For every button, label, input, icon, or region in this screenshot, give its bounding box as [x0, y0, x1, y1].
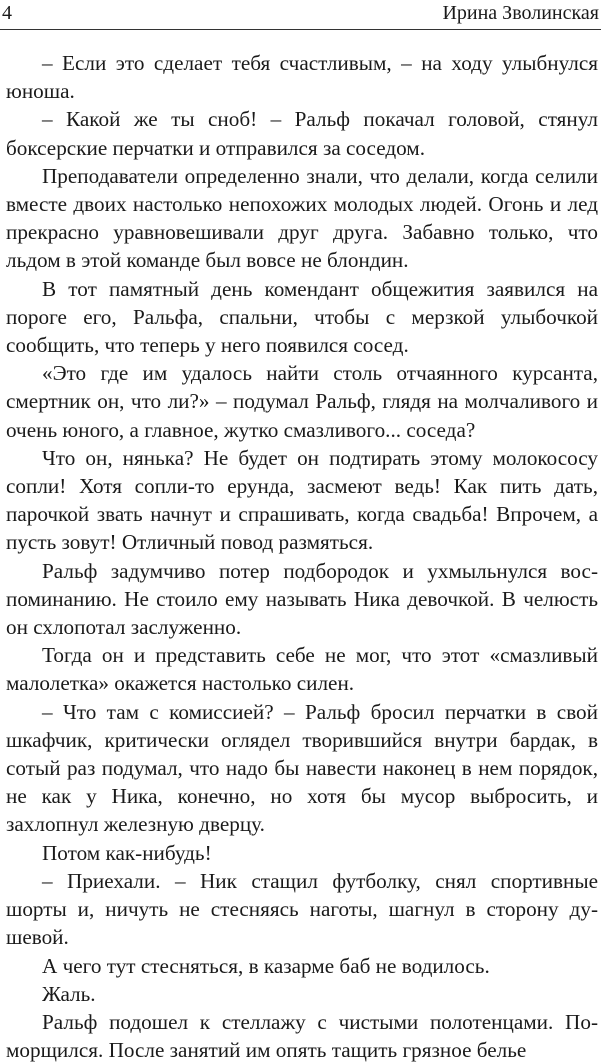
paragraph: – Приехали. – Ник стащил футболку, снял спортивные шорты и, ничуть не стесняясь наготы, шагнул в сторону душевой. [6, 868, 598, 950]
paragraph: Ральф задумчиво потер подбородок и ухмыльнулся воспоминанию. Не стоило ему называть Ника девочкой. В челюсть он схлопотал заслуженно. [6, 558, 598, 640]
paragraph: Тогда он и представить себе не мог, что этот «смазливый малолетка» окажется настолько силен. [6, 643, 598, 696]
paragraph: Что он, нянька? Не будет он подтирать этому молокососу сопли! Хотя сопли-то ерунда, засмеют ведь! Как пить дать, парочкой звать начнут и спрашивать, когда свадьба! Впрочем, а пусть зовут! Отличный повод размяться. [6, 445, 598, 555]
paragraph: Жаль. [42, 981, 96, 1006]
paragraph: Преподаватели определенно знали, что делали, когда селили вместе двоих настолько непохожих молодых людей. Огонь и лед прекрасно уравновешивали друг друга. Забавно только, что льдом в этой команде был вовсе не блондин. [6, 163, 598, 273]
paragraph: – Какой же ты сноб! – Ральф покачал головой, стянул боксерские перчатки и отправился за соседом. [6, 107, 598, 160]
paragraph: «Это где им удалось найти столь отчаянного курсанта, смертник он, что ли?» – подумал Ральф, глядя на молчаливого и очень юного, а главное, жутко смазливого... соседа? [6, 361, 598, 442]
paragraph: А чего тут стесняться, в казарме баб не водилось. [42, 953, 490, 978]
paragraph: В тот памятный день комендант общежития заявился на пороге его, Ральфа, спальни, чтобы с мерзкой улыбочкой сообщить, что теперь у него появился сосед. [6, 276, 598, 358]
paragraph: Потом как-нибудь! [42, 840, 212, 865]
page-header [0, 0, 601, 30]
paragraph: – Что там с комиссией? – Ральф бросил перчатки в свой шкафчик, критически оглядел творившийся внутри бардак, в сотый раз подумал, что надо бы навести наконец в нем порядок, не как у Ника, конечно, но хотя бы мусор выбросить, и захлопнул железную дверцу. [6, 699, 598, 837]
paragraph: Ральф подошел к стеллажу с чистыми полотенцами. Поморщился. После занятий им опять тащить грязное белье [6, 1009, 598, 1063]
paragraph: – Если это сделает тебя счастливым, – на ходу улыбнулся юноша. [6, 51, 598, 104]
running-head-author: Ирина Зволинская [442, 2, 599, 24]
page-number: 4 [2, 2, 12, 24]
body-text [6, 49, 598, 1064]
